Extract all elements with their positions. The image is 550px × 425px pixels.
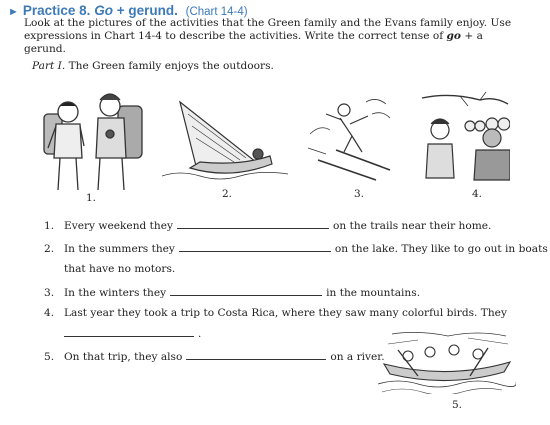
sailing-picture: [160, 96, 290, 182]
part-heading: [32, 60, 274, 72]
exercise-number: 1.: [44, 220, 55, 232]
instructions-line-2b: + a gerund.: [24, 30, 483, 55]
exercise-text-after: on the lake. They like to go out in boats: [334, 243, 548, 255]
answer-blank[interactable]: [186, 349, 326, 360]
exercise-text-after: in the mountains.: [326, 287, 421, 299]
picture-caption-4: 4.: [472, 188, 483, 200]
exercise-text-before: Every weekend they: [64, 220, 174, 232]
hikers-picture: [38, 86, 150, 192]
exercise-5: [44, 349, 385, 364]
arrow-icon: ►: [8, 6, 19, 18]
answer-blank[interactable]: [170, 285, 322, 296]
skiing-picture: [306, 94, 394, 184]
exercise-text-before: On that trip, they also: [64, 351, 183, 363]
exercise-2: [44, 241, 548, 256]
picture-caption-1: 1.: [86, 192, 97, 204]
answer-blank[interactable]: [179, 241, 331, 252]
exercise-text-after: .: [198, 328, 202, 340]
picture-caption-2: 2.: [222, 188, 233, 200]
instructions-line-2: [24, 30, 514, 56]
exercise-number: 2.: [44, 243, 55, 255]
exercise-1: [44, 218, 491, 233]
canoeing-picture: [378, 330, 516, 394]
exercise-text-before: In the winters they: [64, 287, 167, 299]
exercise-text-before: In the summers they: [64, 243, 175, 255]
instructions-line-2a: expressions in Chart 14-4 to describe the activities. Write the correct tense of: [24, 30, 447, 42]
title-gerund: + gerund.: [112, 3, 178, 18]
exercise-text-before: Last year they took a trip to Costa Rica, where they saw many colorful birds. They: [64, 307, 507, 319]
picture-caption-3: 3.: [354, 188, 365, 200]
picture-caption-5: 5.: [452, 399, 463, 411]
answer-blank[interactable]: [177, 218, 329, 229]
chart-reference: (Chart 14-4): [185, 6, 248, 18]
part-label: Part I.: [32, 60, 66, 72]
exercise-text-before: that have no motors.: [64, 263, 176, 275]
exercise-text-after: on the trails near their home.: [333, 220, 492, 232]
answer-blank[interactable]: [64, 326, 194, 337]
exercise-4: [44, 306, 507, 320]
part-text: The Green family enjoys the outdoors.: [68, 60, 274, 72]
exercise-3: [44, 285, 420, 300]
practice-number: Practice 8.: [22, 3, 91, 18]
title-go: Go: [94, 3, 113, 18]
instructions: [24, 17, 514, 56]
instructions-go: go: [446, 30, 461, 42]
exercise-number: 5.: [44, 351, 55, 363]
birdwatching-picture: [420, 90, 510, 182]
exercise-4-continued: [44, 326, 201, 341]
exercise-number: 3.: [44, 287, 55, 299]
exercise-number: 4.: [44, 307, 55, 319]
instructions-line-1: Look at the pictures of the activities that the Green family and the Evans family enjoy. Use: [24, 17, 512, 29]
exercise-text-after: on a river.: [330, 351, 385, 363]
exercise-2-continued: [44, 262, 175, 276]
